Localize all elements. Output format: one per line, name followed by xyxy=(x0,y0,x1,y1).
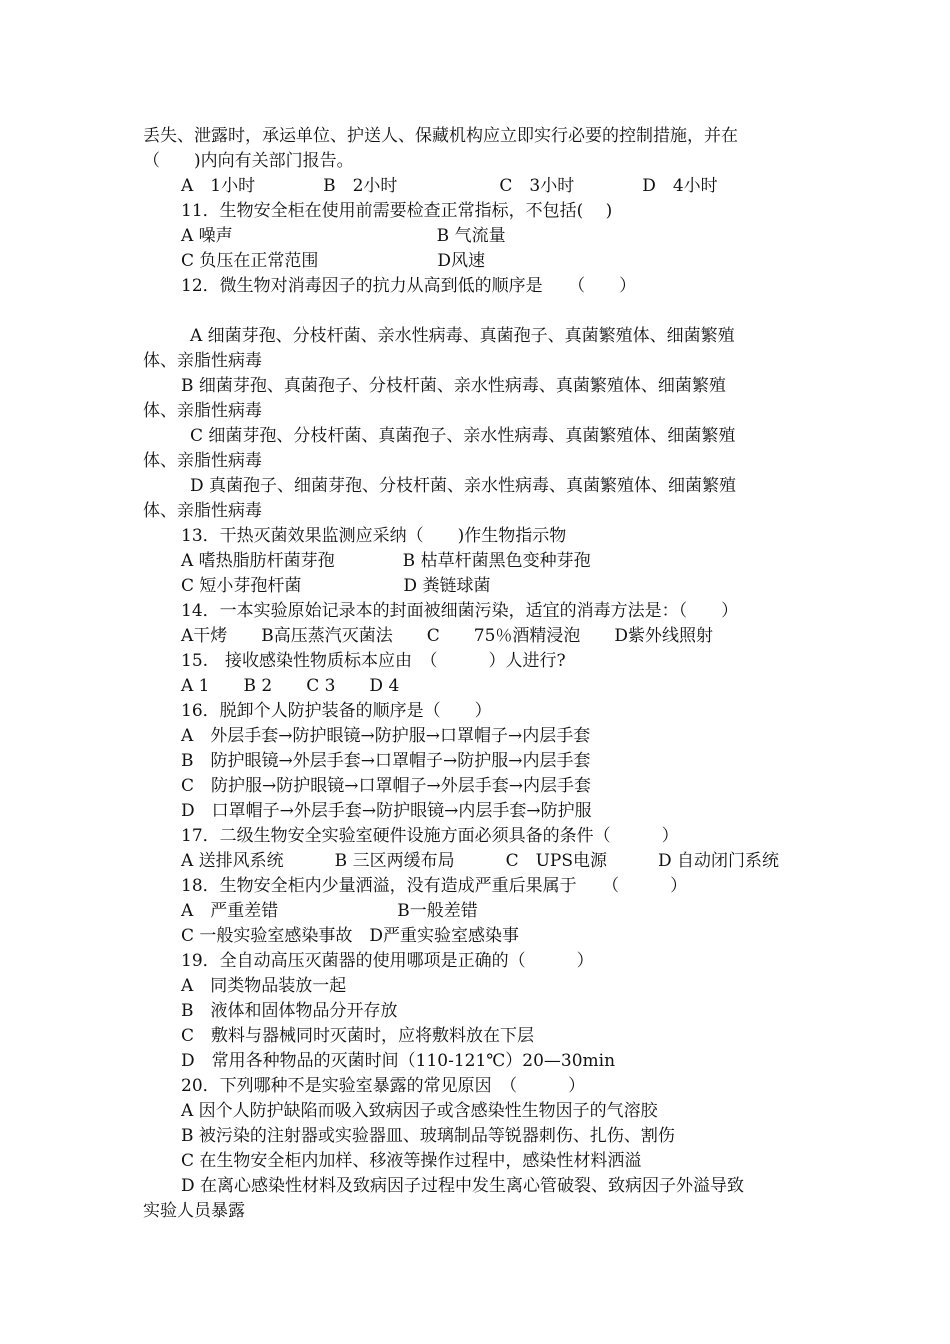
q19-option-b: B 液体和固体物品分开存放 xyxy=(181,1001,398,1021)
q12-option-a: A 细菌芽孢、分枝杆菌、亲水性病毒、真菌孢子、真菌繁殖体、细菌繁殖 xyxy=(190,326,735,346)
question-14: 14．一本实验原始记录本的封面被细菌污染，适宜的消毒方法是：（ ） xyxy=(181,601,739,621)
q12-option-b: B 细菌芽孢、真菌孢子、分枝杆菌、亲水性病毒、真菌繁殖体、细菌繁殖 xyxy=(181,376,726,396)
q19-option-a: A 同类物品装放一起 xyxy=(181,976,347,996)
q20-option-d: D 在离心感染性材料及致病因子过程中发生离心管破裂、致病因子外溢导致 xyxy=(181,1176,745,1196)
q11-options: A 噪声 B 气流量 xyxy=(181,226,506,246)
q16-option-a: A 外层手套→防护眼镜→防护服→口罩帽子→内层手套 xyxy=(181,726,591,746)
q12-option-c: 体、亲脂性病毒 xyxy=(143,451,262,471)
q16-option-b: B 防护眼镜→外层手套→口罩帽子→防护服→内层手套 xyxy=(181,751,591,771)
q18-options: C 一般实验室感染事故 D严重实验室感染事 xyxy=(181,926,520,946)
q12-option-a: 体、亲脂性病毒 xyxy=(143,351,262,371)
q18-options: A 严重差错 B一般差错 xyxy=(181,901,478,921)
question-20: 20．下列哪种不是实验室暴露的常见原因 （ ） xyxy=(181,1076,586,1096)
question-16: 16．脱卸个人防护装备的顺序是（ ） xyxy=(181,701,492,721)
q14-options: A干烤 B高压蒸汽灭菌法 C 75％酒精浸泡 D紫外线照射 xyxy=(181,626,714,646)
question-15: 15. 接收感染性物质标本应由 （ ）人进行? xyxy=(181,651,566,671)
q19-option-d: D 常用各种物品的灭菌时间（110-121℃）20—30min xyxy=(181,1051,616,1071)
q12-option-b: 体、亲脂性病毒 xyxy=(143,401,262,421)
q13-options: A 嗜热脂肪杆菌芽孢 B 枯草杆菌黑色变种芽孢 xyxy=(181,551,591,571)
question-12: 12．微生物对消毒因子的抗力从高到低的顺序是 （ ） xyxy=(181,276,637,296)
q20-option-b: B 被污染的注射器或实验器皿、玻璃制品等锐器刺伤、扎伤、割伤 xyxy=(181,1126,675,1146)
q20-option-c: C 在生物安全柜内加样、移液等操作过程中，感染性材料洒溢 xyxy=(181,1151,642,1171)
q19-option-c: C 敷料与器械同时灭菌时，应将敷料放在下层 xyxy=(181,1026,535,1046)
text-line: （ )内向有关部门报告。 xyxy=(143,151,354,171)
text-line: 丢失、泄露时，承运单位、护送人、保藏机构应立即实行必要的控制措施，并在 xyxy=(143,126,738,146)
q15-options: A 1 B 2 C 3 D 4 xyxy=(181,676,400,696)
question-17: 17．二级生物安全实验室硬件设施方面必须具备的条件（ ） xyxy=(181,826,679,846)
question-11: 11．生物安全柜在使用前需要检查正常指标，不包括( ) xyxy=(181,201,613,221)
q12-option-d: D 真菌孢子、细菌芽孢、分枝杆菌、亲水性病毒、真菌繁殖体、细菌繁殖 xyxy=(190,476,737,496)
q16-option-d: D 口罩帽子→外层手套→防护眼镜→内层手套→防护服 xyxy=(181,801,592,821)
question-19: 19．全自动高压灭菌器的使用哪项是正确的（ ） xyxy=(181,951,594,971)
q12-option-d: 体、亲脂性病毒 xyxy=(143,501,262,521)
q12-option-c: C 细菌芽孢、分枝杆菌、真菌孢子、亲水性病毒、真菌繁殖体、细菌繁殖 xyxy=(190,426,736,446)
q20-option-d: 实验人员暴露 xyxy=(143,1201,245,1221)
question-13: 13．干热灭菌效果监测应采纳（ )作生物指示物 xyxy=(181,526,567,546)
q16-option-c: C 防护服→防护眼镜→口罩帽子→外层手套→内层手套 xyxy=(181,776,591,796)
q17-options: A 送排风系统 B 三区两缓布局 C UPS电源 D 自动闭门系统 xyxy=(181,851,780,871)
q10-options: A 1小时 B 2小时 C 3小时 D 4小时 xyxy=(181,176,718,196)
q11-options: C 负压在正常范围 D风速 xyxy=(181,251,486,271)
question-18: 18．生物安全柜内少量洒溢，没有造成严重后果属于 （ ） xyxy=(181,876,688,896)
q20-option-a: A 因个人防护缺陷而吸入致病因子或含感染性生物因子的气溶胶 xyxy=(181,1101,658,1121)
q13-options: C 短小芽孢杆菌 D 粪链球菌 xyxy=(181,576,491,596)
